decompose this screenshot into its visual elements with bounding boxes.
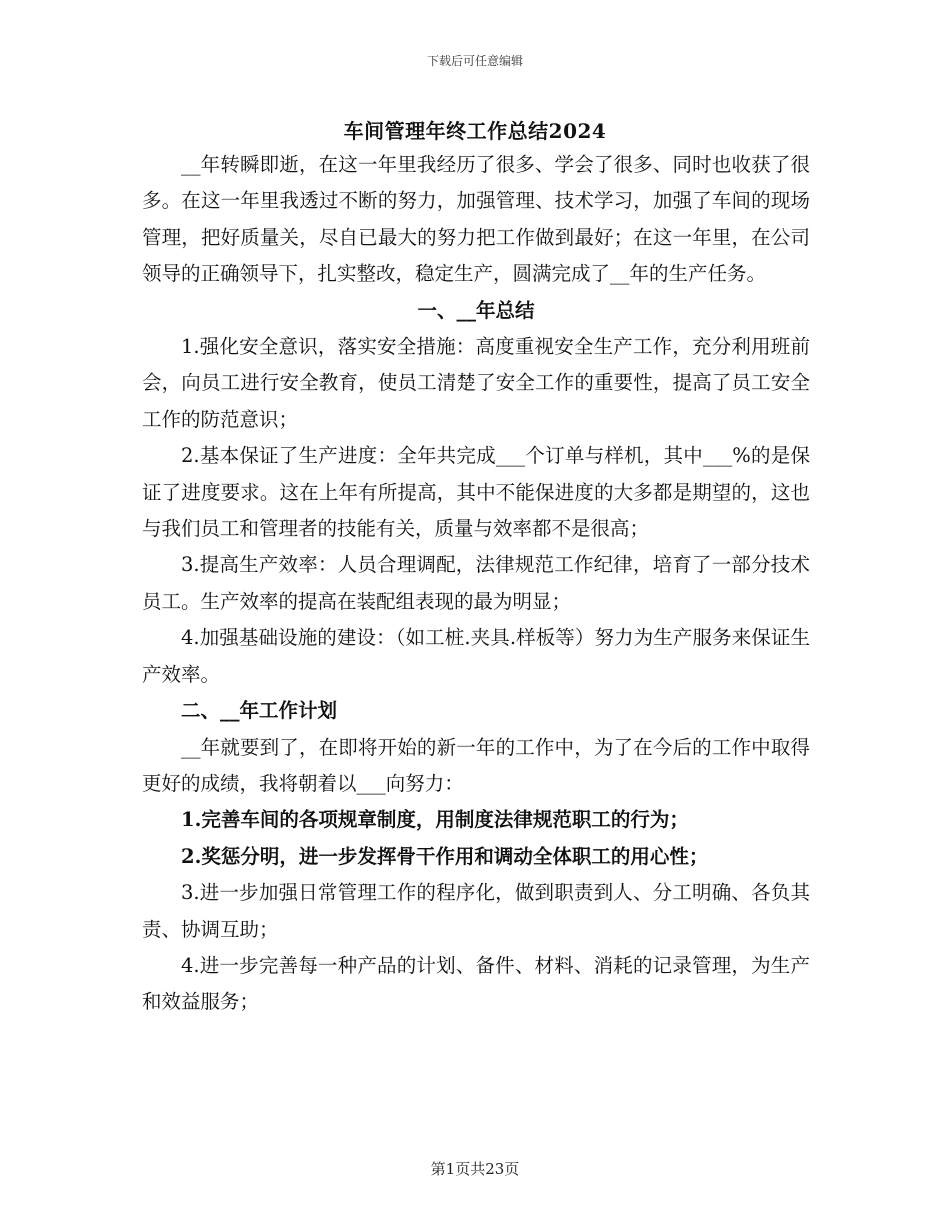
section-1-item-3: 3.提高生产效率：人员合理调配，法律规范工作纪律，培育了一部分技术员工。生产效率的提高在装配组表现的最为明显； [142,553,810,613]
page-number-footer: 第1页共23页 [430,1160,520,1178]
document-body [142,147,810,1021]
section-2-item-1: 1.完善车间的各项规章制度，用制度法律规范职工的行为； [181,808,689,832]
section-2-intro: __年就要到了，在即将开始的新一年的工作中，为了在今后的工作中取得更好的成绩，我将朝着以___向努力： [142,735,810,795]
section-2-item-4: 4.进一步完善每一种产品的计划、备件、材料、消耗的记录管理，为生产和效益服务； [142,953,810,1014]
section-1-item-4: 4.加强基础设施的建设：（如工桩.夹具.样板等）努力为生产服务来保证生产效率。 [142,626,810,686]
section-1-item-1: 1.强化安全意识，落实安全措施：高度重视安全生产工作，充分利用班前会，向员工进行安全教育，使员工清楚了安全工作的重要性，提高了员工安全工作的防范意识； [142,335,810,431]
section-2-item-3: 3.进一步加强日常管理工作的程序化，做到职责到人、分工明确、各负其责、协调互助； [142,881,810,941]
document-title: 车间管理年终工作总结2024 [343,119,607,143]
intro-paragraph: __年转瞬即逝，在这一年里我经历了很多、学会了很多、同时也收获了很多。在这一年里我透过不断的努力，加强管理、技术学习，加强了车间的现场管理，把好质量关，尽自已最大的努力把工作做到最好；在这一年里，在公司领导的正确领导下，扎实整改，稳定生产，圆满完成了__年的生产任务。 [142,153,810,286]
section-2-heading: 二、__年工作计划 [181,699,338,723]
section-1-item-2: 2.基本保证了生产进度：全年共完成___个订单与样机，其中___%的是保证了进度要求。这在上年有所提高，其中不能保进度的大多都是期望的，这也与我们员工和管理者的技能有关，质量与效率都不是很高； [142,444,810,541]
section-2-item-2: 2.奖惩分明，进一步发挥骨干作用和调动全体职工的用心性； [181,844,709,868]
header-note: 下载后可任意编辑 [426,54,523,68]
section-1-heading: 一、__年总结 [417,298,535,322]
